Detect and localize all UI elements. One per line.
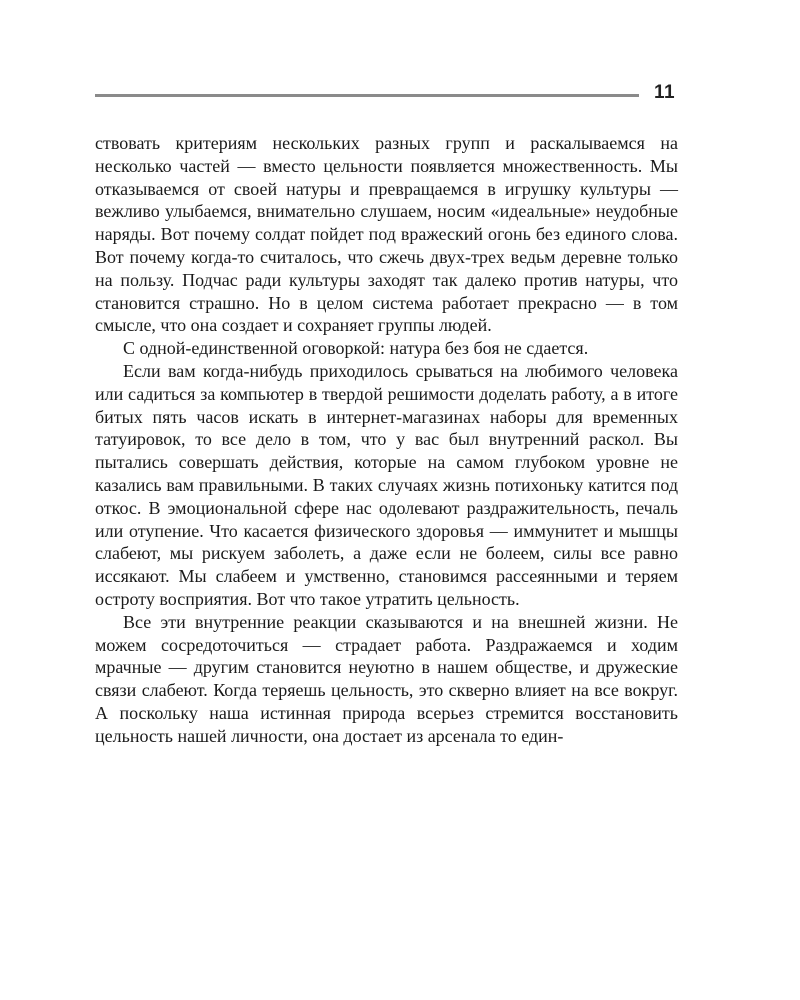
paragraph-3: Если вам когда-нибудь приходилось срываться на любимого человека или садиться за компьютер в твердой решимости доделать работу, а в итоге битых пять часов искать в интернет-магазинах наборы для временных татуировок, то все дело в том, что у вас был внутренний раскол. Вы пытались совершать действия, которые на самом глубоком уровне не казались вам правильными. В таких случаях жизнь потихоньку катится под откос. В эмоциональной сфере нас одолевают раздражительность, печаль или отупение. Что касается физического здоровья — иммунитет и мышцы слабеют, мы рискуем заболеть, а даже если не болеем, силы все равно иссякают. Мы слабеем и умственно, становимся рассеянными и теряем остроту восприятия. Вот что такое утратить цельность. <box>95 360 678 609</box>
body-text <box>95 132 678 748</box>
paragraph-1: ствовать критериям нескольких разных групп и раскалываемся на несколько частей — вместо цельности появляется множественность. Мы отказываемся от своей натуры и превращаемся в игрушку культуры — вежливо улыбаемся, внимательно слушаем, носим «идеальные» неудобные наряды. Вот почему солдат пойдет под вражеский огонь без единого слова. Вот почему когда-то считалось, что сжечь двух-трех ведьм деревне только на пользу. Подчас ради культуры заходят так далеко против натуры, что становится страшно. Но в целом система работает прекрасно — в том смысле, что она создает и сохраняет группы людей. <box>95 133 678 336</box>
header-rule <box>95 94 639 97</box>
paragraph-2: С одной-единственной оговоркой: натура без боя не сдается. <box>123 338 589 359</box>
page-number: 11 <box>654 82 676 103</box>
paragraph-4: Все эти внутренние реакции сказываются и на внешней жизни. Не можем сосредоточиться — страдает работа. Раздражаемся и ходим мрачные — другим становится неуютно в нашем обществе, и дружеские связи слабеют. Когда теряешь цельность, это скверно влияет на все вокруг. А поскольку наша истинная природа всерьез стремится восстановить цельность нашей личности, она достает из арсенала то един- <box>95 611 678 746</box>
